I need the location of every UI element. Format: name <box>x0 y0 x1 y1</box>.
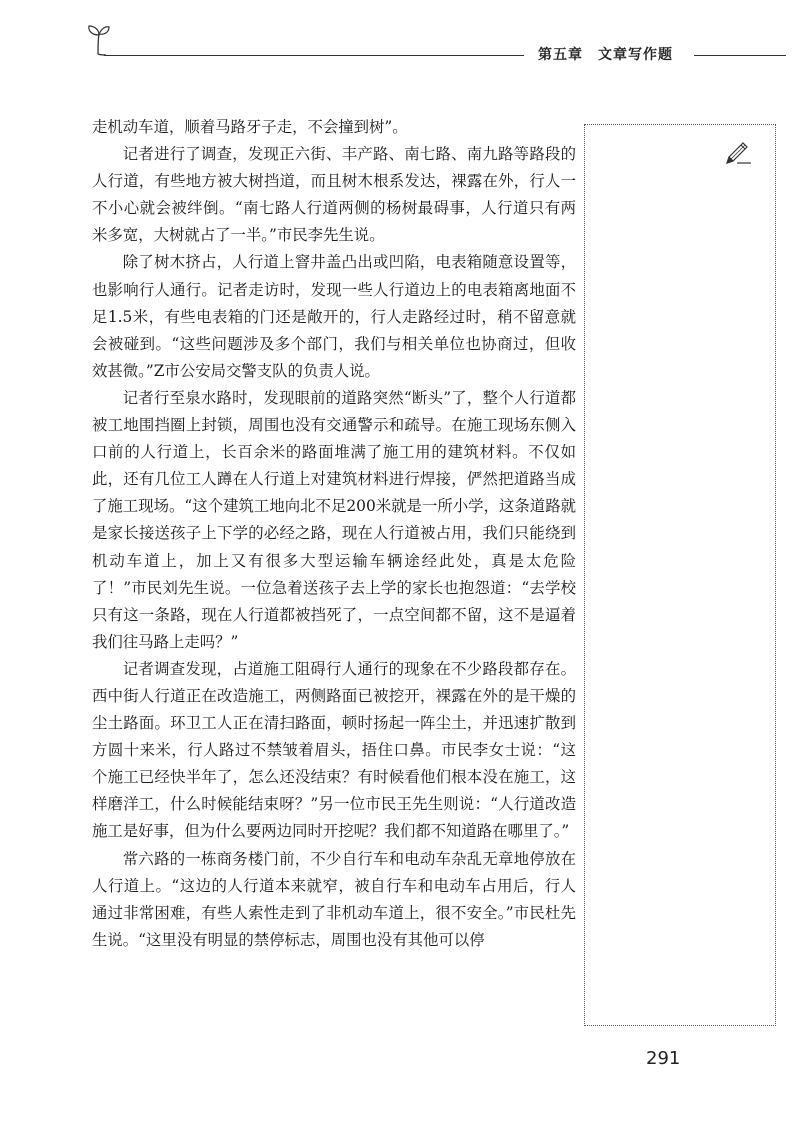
header-rule-right <box>694 55 786 56</box>
page-number: 291 <box>646 1048 681 1069</box>
notes-margin-box <box>584 124 776 1026</box>
sprout-icon <box>86 22 110 56</box>
header-rule-left <box>104 55 524 56</box>
pencil-icon <box>723 139 753 165</box>
chapter-title: 第五章 文章写作题 <box>538 47 673 63</box>
paragraph: 记者行至泉水路时，发现眼前的道路突然“断头”了，整个人行道都被工地围挡圈上封锁，周围也没有交通警示和疏导。在施工现场东侧入口前的人行道上，长百余米的路面堆满了施工用的建筑材料。不仅如此，还有几位工人蹲在人行道上对建筑材料进行焊接，俨然把道路当成了施工现场。“这个建筑工地向北不足200米就是一所小学，这条道路就是家长接送孩子上下学的必经之路，现在人行道被占用，我们只能绕到机动车道上，加上又有很多大型运输车辆途经此处，真是太危险了！”市民刘先生说。一位急着送孩子去上学的家长也抱怨道：“去学校只有这一条路，现在人行道都被挡死了，一点空间都不留，这不是逼着我们往马路上走吗？” <box>92 388 576 651</box>
paragraph: 常六路的一栋商务楼门前，不少自行车和电动车杂乱无章地停放在人行道上。“这边的人行道本来就窄，被自行车和电动车占用后，行人通过非常困难，有些人索性走到了非机动车道上，很不安全。”市民杜先生说。“这里没有明显的禁停标志，周围也没有其他可以停 <box>92 849 576 949</box>
paragraph: 记者调查发现，占道施工阻碍行人通行的现象在不少路段都存在。西中街人行道正在改造施工，两侧路面已被挖开，裸露在外的是干燥的尘土路面。环卫工人正在清扫路面，顿时扬起一阵尘土，并迅速扩散到方圆十来米，行人路过不禁皱着眉头，捂住口鼻。市民李女士说：“这个施工已经快半年了，怎么还没结束？有时候看他们根本没在施工，这样磨洋工，什么时候能结束呀？”另一位市民王先生则说：“人行道改造施工是好事，但为什么要两边同时开挖呢？我们都不知道路在哪里了。” <box>92 659 576 841</box>
paragraph: 除了树木挤占，人行道上窨井盖凸出或凹陷，电表箱随意设置等，也影响行人通行。记者走访时，发现一些人行道边上的电表箱离地面不足1.5米，有些电表箱的门还是敞开的，行人走路经过时，稍不留意就会被碰到。“这些问题涉及多个部门，我们与相关单位也协商过，但收效甚微。”Z市公安局交警支队的负责人说。 <box>92 253 576 380</box>
page-header <box>0 0 800 80</box>
paragraph: 走机动车道，顺着马路牙子走，不会撞到树”。 <box>92 118 408 136</box>
body-text <box>92 114 576 954</box>
paragraph: 记者进行了调查，发现正六街、丰产路、南七路、南九路等路段的人行道，有些地方被大树挡道，而且树木根系发达，裸露在外，行人一不小心就会被绊倒。“南七路人行道两侧的杨树最碍事，人行道只有两米多宽，大树就占了一半。”市民李先生说。 <box>92 145 576 245</box>
